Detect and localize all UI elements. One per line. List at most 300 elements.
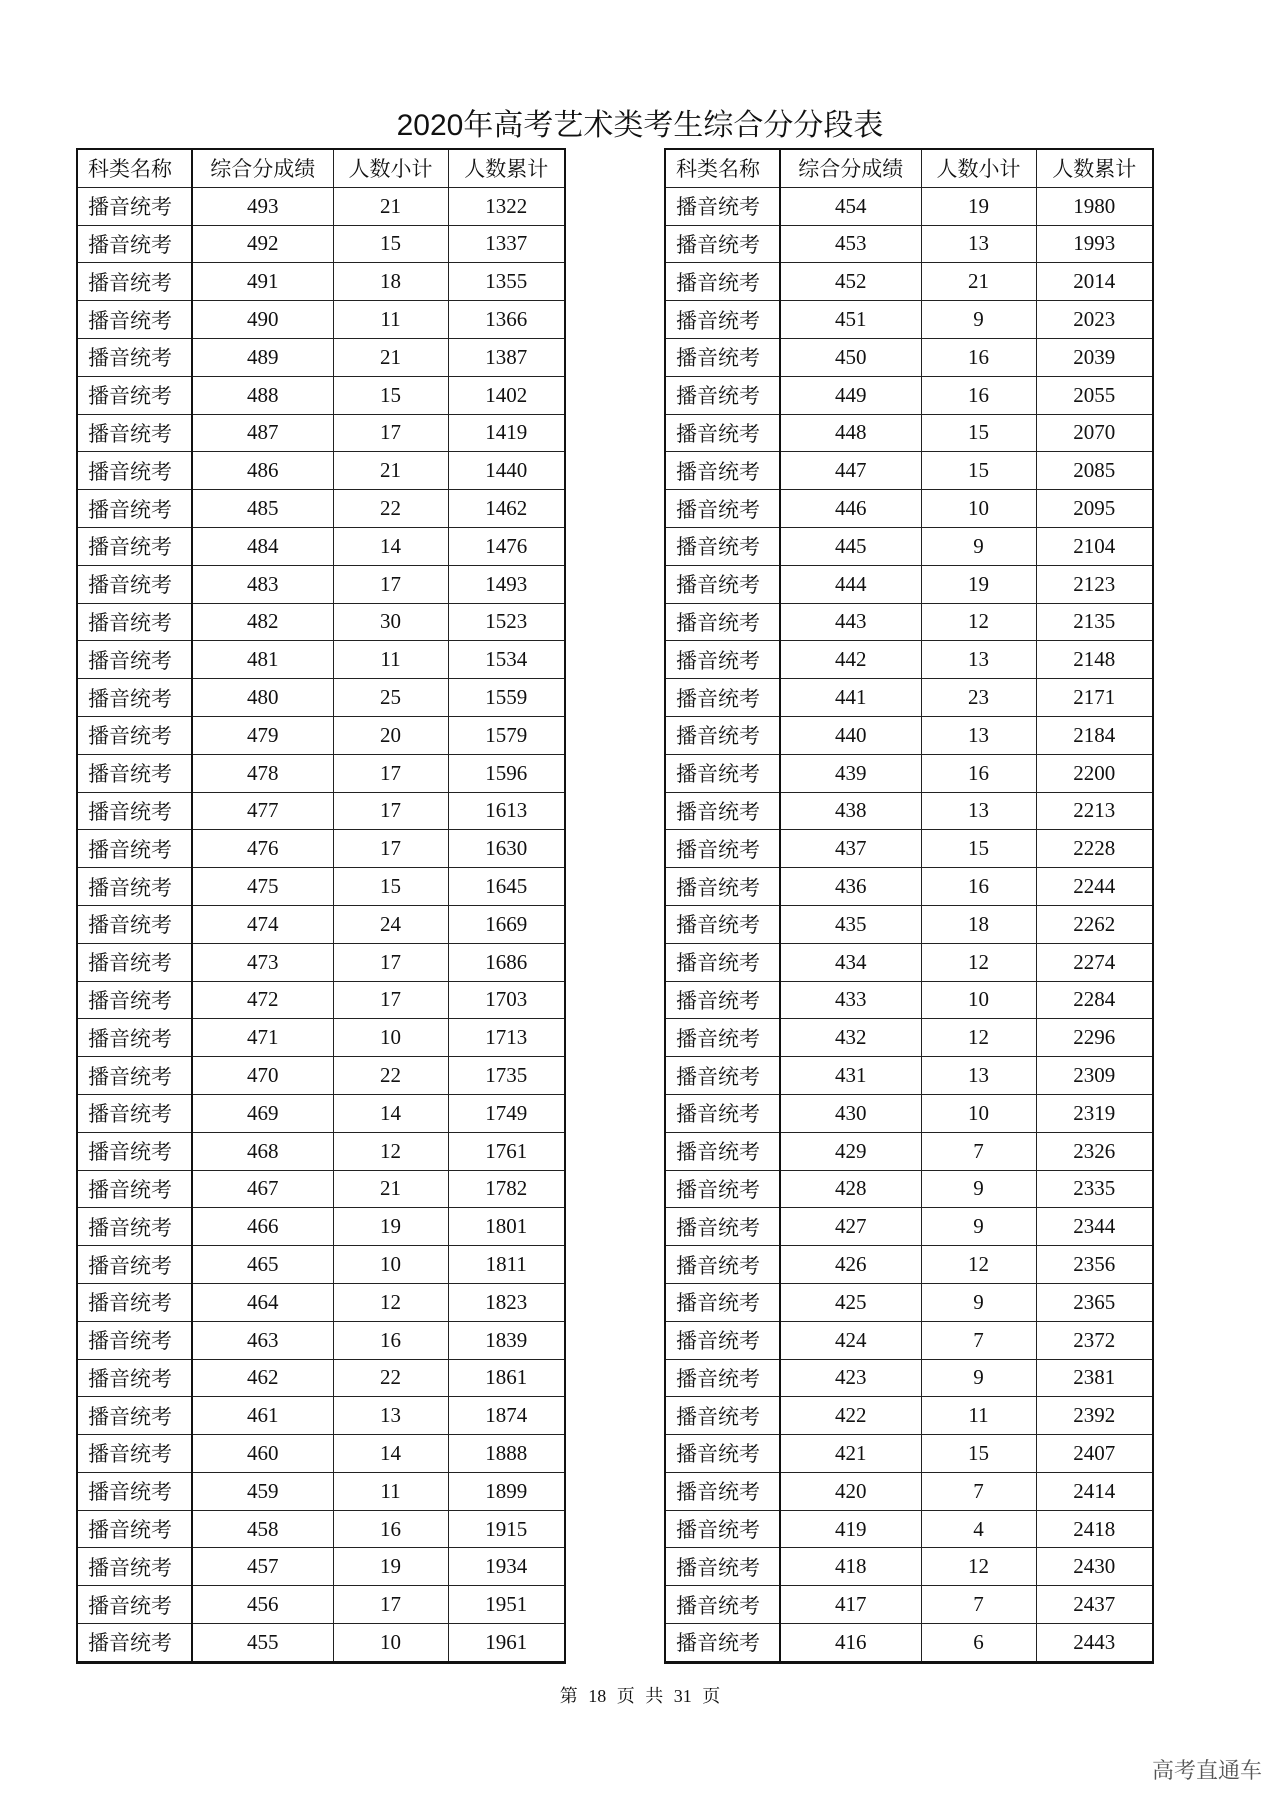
cell-score: 469 [192,1094,333,1132]
cell-category: 播音统考 [665,1208,780,1246]
cell-score: 434 [780,943,921,981]
cell-count: 11 [921,1397,1036,1435]
cell-count: 12 [921,603,1036,641]
cell-score: 429 [780,1132,921,1170]
cell-category: 播音统考 [77,1170,192,1208]
table-row [77,1359,565,1397]
cell-cumulative: 2085 [1036,452,1153,490]
cell-count: 16 [921,868,1036,906]
cell-cumulative: 1980 [1036,187,1153,225]
cell-cumulative: 1735 [448,1057,565,1095]
cell-count: 15 [333,868,448,906]
page-number: 第 18 页 共 31 页 [559,1686,721,1706]
cell-cumulative: 2014 [1036,263,1153,301]
table-row [665,603,1153,641]
cell-score: 493 [192,187,333,225]
cell-count: 15 [333,376,448,414]
cell-category: 播音统考 [77,1397,192,1435]
cell-category: 播音统考 [665,527,780,565]
table-row [77,1435,565,1473]
table-row [665,1510,1153,1548]
cell-count: 12 [921,1019,1036,1057]
cell-cumulative: 2023 [1036,301,1153,339]
cell-count: 7 [921,1472,1036,1510]
cell-count: 21 [333,452,448,490]
cell-category: 播音统考 [77,1208,192,1246]
cell-score: 432 [780,1019,921,1057]
cell-cumulative: 1951 [448,1586,565,1624]
table-row [665,1624,1153,1663]
cell-cumulative: 2407 [1036,1435,1153,1473]
cell-score: 460 [192,1435,333,1473]
table-row [77,376,565,414]
cell-cumulative: 2326 [1036,1132,1153,1170]
cell-score: 431 [780,1057,921,1095]
cell-category: 播音统考 [77,1019,192,1057]
cell-cumulative: 2262 [1036,905,1153,943]
cell-category: 播音统考 [77,565,192,603]
cell-category: 播音统考 [77,1359,192,1397]
cell-category: 播音统考 [77,225,192,263]
cell-category: 播音统考 [665,1510,780,1548]
cell-count: 11 [333,301,448,339]
cell-cumulative: 1703 [448,981,565,1019]
cell-score: 453 [780,225,921,263]
table-row [77,830,565,868]
cell-cumulative: 2095 [1036,490,1153,528]
cell-count: 16 [921,338,1036,376]
table-header-row [77,149,565,187]
cell-count: 10 [333,1019,448,1057]
table-row [665,414,1153,452]
cell-count: 12 [921,943,1036,981]
cell-cumulative: 1669 [448,905,565,943]
cell-cumulative: 2344 [1036,1208,1153,1246]
cell-category: 播音统考 [77,981,192,1019]
cell-category: 播音统考 [77,1472,192,1510]
cell-count: 9 [921,527,1036,565]
cell-category: 播音统考 [77,754,192,792]
cell-count: 23 [921,679,1036,717]
cell-cumulative: 2104 [1036,527,1153,565]
cell-category: 播音统考 [665,187,780,225]
cell-cumulative: 2244 [1036,868,1153,906]
cell-score: 426 [780,1246,921,1284]
table-row [77,905,565,943]
cell-score: 482 [192,603,333,641]
cell-count: 17 [333,943,448,981]
cell-count: 17 [333,981,448,1019]
table-row [77,943,565,981]
cell-category: 播音统考 [665,1548,780,1586]
cell-category: 播音统考 [77,1094,192,1132]
cell-category: 播音统考 [77,868,192,906]
cell-category: 播音统考 [77,1246,192,1284]
cell-cumulative: 1462 [448,490,565,528]
cell-score: 433 [780,981,921,1019]
cell-category: 播音统考 [77,1586,192,1624]
cell-score: 474 [192,905,333,943]
cell-category: 播音统考 [665,905,780,943]
table-row [665,1208,1153,1246]
cell-category: 播音统考 [77,716,192,754]
cell-category: 播音统考 [665,1019,780,1057]
table-row [77,225,565,263]
cell-category: 播音统考 [665,641,780,679]
cell-cumulative: 2365 [1036,1283,1153,1321]
table-row [77,527,565,565]
cell-category: 播音统考 [665,754,780,792]
cell-score: 452 [780,263,921,301]
cell-score: 444 [780,565,921,603]
table-row [77,490,565,528]
cell-score: 467 [192,1170,333,1208]
cell-count: 13 [921,716,1036,754]
cell-cumulative: 1823 [448,1283,565,1321]
cell-category: 播音统考 [665,1170,780,1208]
header-score: 综合分成绩 [780,149,921,187]
cell-cumulative: 1476 [448,527,565,565]
table-row [665,1472,1153,1510]
table-row [665,452,1153,490]
cell-score: 491 [192,263,333,301]
cell-cumulative: 2274 [1036,943,1153,981]
cell-count: 14 [333,527,448,565]
cell-cumulative: 2055 [1036,376,1153,414]
cell-score: 419 [780,1510,921,1548]
table-row [665,338,1153,376]
cell-cumulative: 1337 [448,225,565,263]
table-row [665,565,1153,603]
table-row [665,1321,1153,1359]
cell-score: 425 [780,1283,921,1321]
cell-category: 播音统考 [77,263,192,301]
table-row [665,641,1153,679]
table-row [665,830,1153,868]
cell-category: 播音统考 [77,490,192,528]
cell-count: 10 [921,981,1036,1019]
cell-cumulative: 1993 [1036,225,1153,263]
table-row [77,1283,565,1321]
cell-cumulative: 2135 [1036,603,1153,641]
cell-score: 456 [192,1586,333,1624]
cell-cumulative: 1713 [448,1019,565,1057]
cell-score: 445 [780,527,921,565]
table-row [77,1548,565,1586]
cell-count: 13 [921,792,1036,830]
table-row [77,679,565,717]
cell-score: 472 [192,981,333,1019]
table-row [665,1170,1153,1208]
cell-category: 播音统考 [665,565,780,603]
cell-count: 19 [333,1548,448,1586]
cell-category: 播音统考 [665,981,780,1019]
cell-category: 播音统考 [77,905,192,943]
cell-score: 417 [780,1586,921,1624]
cell-count: 21 [333,1170,448,1208]
cell-score: 441 [780,679,921,717]
cell-category: 播音统考 [665,1283,780,1321]
table-row [77,981,565,1019]
cell-score: 436 [780,868,921,906]
cell-cumulative: 2356 [1036,1246,1153,1284]
cell-count: 9 [921,1208,1036,1246]
table-row [77,868,565,906]
cell-count: 7 [921,1586,1036,1624]
table-row [77,792,565,830]
table-row [77,603,565,641]
table-row [665,1283,1153,1321]
header-count: 人数小计 [333,149,448,187]
cell-cumulative: 1899 [448,1472,565,1510]
cell-cumulative: 1839 [448,1321,565,1359]
cell-count: 13 [921,225,1036,263]
cell-category: 播音统考 [77,301,192,339]
cell-score: 454 [780,187,921,225]
cell-category: 播音统考 [665,376,780,414]
cell-score: 443 [780,603,921,641]
cell-score: 463 [192,1321,333,1359]
cell-cumulative: 1874 [448,1397,565,1435]
table-row [77,338,565,376]
cell-category: 播音统考 [77,452,192,490]
cell-cumulative: 1888 [448,1435,565,1473]
cell-count: 16 [921,376,1036,414]
cell-score: 483 [192,565,333,603]
cell-category: 播音统考 [665,1472,780,1510]
cell-score: 481 [192,641,333,679]
table-row [77,1019,565,1057]
cell-cumulative: 2414 [1036,1472,1153,1510]
cell-count: 10 [921,1094,1036,1132]
table-row [665,263,1153,301]
table-row [665,943,1153,981]
cell-cumulative: 2381 [1036,1359,1153,1397]
cell-score: 420 [780,1472,921,1510]
cell-count: 17 [333,1586,448,1624]
cell-count: 11 [333,1472,448,1510]
cell-score: 457 [192,1548,333,1586]
cell-cumulative: 1934 [448,1548,565,1586]
cell-score: 437 [780,830,921,868]
cell-category: 播音统考 [665,1397,780,1435]
cell-count: 21 [333,187,448,225]
cell-category: 播音统考 [77,1132,192,1170]
cell-cumulative: 2039 [1036,338,1153,376]
cell-cumulative: 1523 [448,603,565,641]
table-row [665,716,1153,754]
table-row [665,376,1153,414]
cell-cumulative: 2437 [1036,1586,1153,1624]
cell-cumulative: 1801 [448,1208,565,1246]
table-row [665,1435,1153,1473]
cell-score: 490 [192,301,333,339]
cell-cumulative: 2184 [1036,716,1153,754]
cell-category: 播音统考 [77,679,192,717]
table-row [665,905,1153,943]
cell-count: 7 [921,1321,1036,1359]
cell-category: 播音统考 [77,338,192,376]
cell-count: 17 [333,754,448,792]
cell-category: 播音统考 [77,1057,192,1095]
cell-category: 播音统考 [77,943,192,981]
cell-cumulative: 1961 [448,1624,565,1663]
cell-category: 播音统考 [77,414,192,452]
header-cumulative: 人数累计 [1036,149,1153,187]
cell-score: 450 [780,338,921,376]
cell-score: 484 [192,527,333,565]
cell-score: 439 [780,754,921,792]
cell-score: 492 [192,225,333,263]
cell-category: 播音统考 [77,1624,192,1663]
table-row [77,263,565,301]
cell-category: 播音统考 [665,1359,780,1397]
cell-count: 14 [333,1435,448,1473]
cell-category: 播音统考 [77,1321,192,1359]
cell-score: 475 [192,868,333,906]
cell-category: 播音统考 [665,414,780,452]
cell-score: 447 [780,452,921,490]
cell-cumulative: 2284 [1036,981,1153,1019]
cell-score: 423 [780,1359,921,1397]
cell-score: 421 [780,1435,921,1473]
cell-count: 15 [921,452,1036,490]
table-row [77,1208,565,1246]
table-row [665,754,1153,792]
cell-count: 19 [921,565,1036,603]
cell-score: 422 [780,1397,921,1435]
cell-count: 6 [921,1624,1036,1663]
header-cumulative: 人数累计 [448,149,565,187]
cell-category: 播音统考 [665,1321,780,1359]
cell-count: 13 [333,1397,448,1435]
table-row [665,1397,1153,1435]
cell-count: 11 [333,641,448,679]
cell-category: 播音统考 [77,792,192,830]
cell-count: 4 [921,1510,1036,1548]
cell-count: 17 [333,830,448,868]
cell-count: 12 [333,1132,448,1170]
cell-score: 424 [780,1321,921,1359]
cell-count: 10 [921,490,1036,528]
table-row [77,1472,565,1510]
table-row [665,490,1153,528]
cell-count: 18 [921,905,1036,943]
cell-category: 播音统考 [665,263,780,301]
cell-category: 播音统考 [665,1246,780,1284]
header-category: 科类名称 [77,149,192,187]
cell-count: 22 [333,1057,448,1095]
table-row [665,527,1153,565]
cell-score: 428 [780,1170,921,1208]
cell-score: 489 [192,338,333,376]
cell-category: 播音统考 [665,1094,780,1132]
cell-cumulative: 1861 [448,1359,565,1397]
cell-cumulative: 2430 [1036,1548,1153,1586]
table-row [77,1132,565,1170]
cell-category: 播音统考 [665,716,780,754]
cell-count: 9 [921,1359,1036,1397]
table-row [77,565,565,603]
cell-score: 471 [192,1019,333,1057]
table-row [665,1548,1153,1586]
cell-cumulative: 2213 [1036,792,1153,830]
cell-count: 10 [333,1624,448,1663]
cell-score: 442 [780,641,921,679]
cell-count: 30 [333,603,448,641]
cell-score: 466 [192,1208,333,1246]
table-row [77,641,565,679]
cell-count: 21 [333,338,448,376]
cell-score: 459 [192,1472,333,1510]
table-row [665,225,1153,263]
cell-score: 451 [780,301,921,339]
table-row [665,1057,1153,1095]
cell-score: 485 [192,490,333,528]
cell-score: 473 [192,943,333,981]
cell-cumulative: 1579 [448,716,565,754]
cell-category: 播音统考 [665,679,780,717]
cell-cumulative: 1811 [448,1246,565,1284]
cell-count: 12 [921,1548,1036,1586]
cell-cumulative: 1645 [448,868,565,906]
cell-score: 486 [192,452,333,490]
cell-category: 播音统考 [665,301,780,339]
cell-cumulative: 1419 [448,414,565,452]
cell-count: 7 [921,1132,1036,1170]
table-row [77,716,565,754]
cell-cumulative: 1782 [448,1170,565,1208]
cell-cumulative: 2200 [1036,754,1153,792]
cell-cumulative: 2296 [1036,1019,1153,1057]
cell-count: 9 [921,301,1036,339]
cell-count: 17 [333,414,448,452]
cell-count: 14 [333,1094,448,1132]
cell-cumulative: 1366 [448,301,565,339]
header-category: 科类名称 [665,149,780,187]
cell-score: 477 [192,792,333,830]
cell-score: 461 [192,1397,333,1435]
cell-score: 446 [780,490,921,528]
cell-cumulative: 1493 [448,565,565,603]
table-row [77,1057,565,1095]
score-table-left [76,148,566,1664]
cell-count: 15 [333,225,448,263]
cell-category: 播音统考 [665,868,780,906]
cell-score: 435 [780,905,921,943]
cell-category: 播音统考 [665,225,780,263]
cell-count: 21 [921,263,1036,301]
table-row [77,1094,565,1132]
table-row [77,1246,565,1284]
cell-category: 播音统考 [665,452,780,490]
table-row [665,792,1153,830]
cell-cumulative: 1355 [448,263,565,301]
cell-count: 22 [333,490,448,528]
table-row [77,1397,565,1435]
cell-count: 19 [333,1208,448,1246]
cell-cumulative: 2228 [1036,830,1153,868]
cell-count: 24 [333,905,448,943]
cell-count: 16 [333,1510,448,1548]
cell-cumulative: 2148 [1036,641,1153,679]
cell-count: 22 [333,1359,448,1397]
table-row [77,1510,565,1548]
cell-cumulative: 1630 [448,830,565,868]
cell-count: 12 [333,1283,448,1321]
cell-count: 13 [921,1057,1036,1095]
cell-score: 462 [192,1359,333,1397]
